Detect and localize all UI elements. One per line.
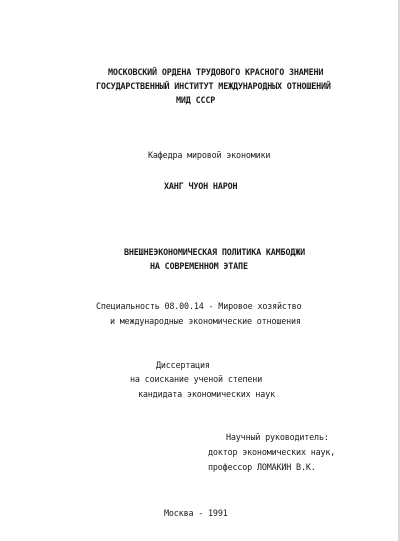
- place-and-year: Москва - 1991: [164, 508, 228, 518]
- specialty-line-2: и международные экономические отношения: [110, 316, 301, 326]
- department-name: Кафедра мировой экономики: [148, 150, 271, 160]
- author-name: ХАНГ ЧУОН НАРОН: [164, 181, 238, 191]
- supervisor-degree: доктор экономических наук,: [208, 447, 336, 457]
- specialty-line-1: Специальность 08.00.14 - Мировое хозяйство: [96, 301, 302, 311]
- dissertation-label: Диссертация: [156, 360, 210, 370]
- institute-header-line-3: МИД СССР: [176, 95, 216, 105]
- thesis-title-line-2: НА СОВРЕМЕННОМ ЭТАПЕ: [150, 261, 248, 271]
- dissertation-degree-line-2: кандидата экономических наук: [138, 389, 275, 399]
- institute-header-line-2: ГОСУДАРСТВЕННЫЙ ИНСТИТУТ МЕЖДУНАРОДНЫХ ОТНОШЕНИЙ: [96, 81, 331, 91]
- supervisor-name: профессор ЛОМАКИН В.К.: [208, 462, 316, 472]
- thesis-title-line-1: ВНЕШНЕЭКОНОМИЧЕСКАЯ ПОЛИТИКА КАМБОДЖИ: [124, 247, 306, 257]
- supervisor-label: Научный руководитель:: [226, 432, 329, 442]
- dissertation-degree-line-1: на соискание ученой степени: [130, 374, 263, 384]
- institute-header-line-1: МОСКОВСКИЙ ОРДЕНА ТРУДОВОГО КРАСНОГО ЗНАМЕНИ: [108, 67, 324, 77]
